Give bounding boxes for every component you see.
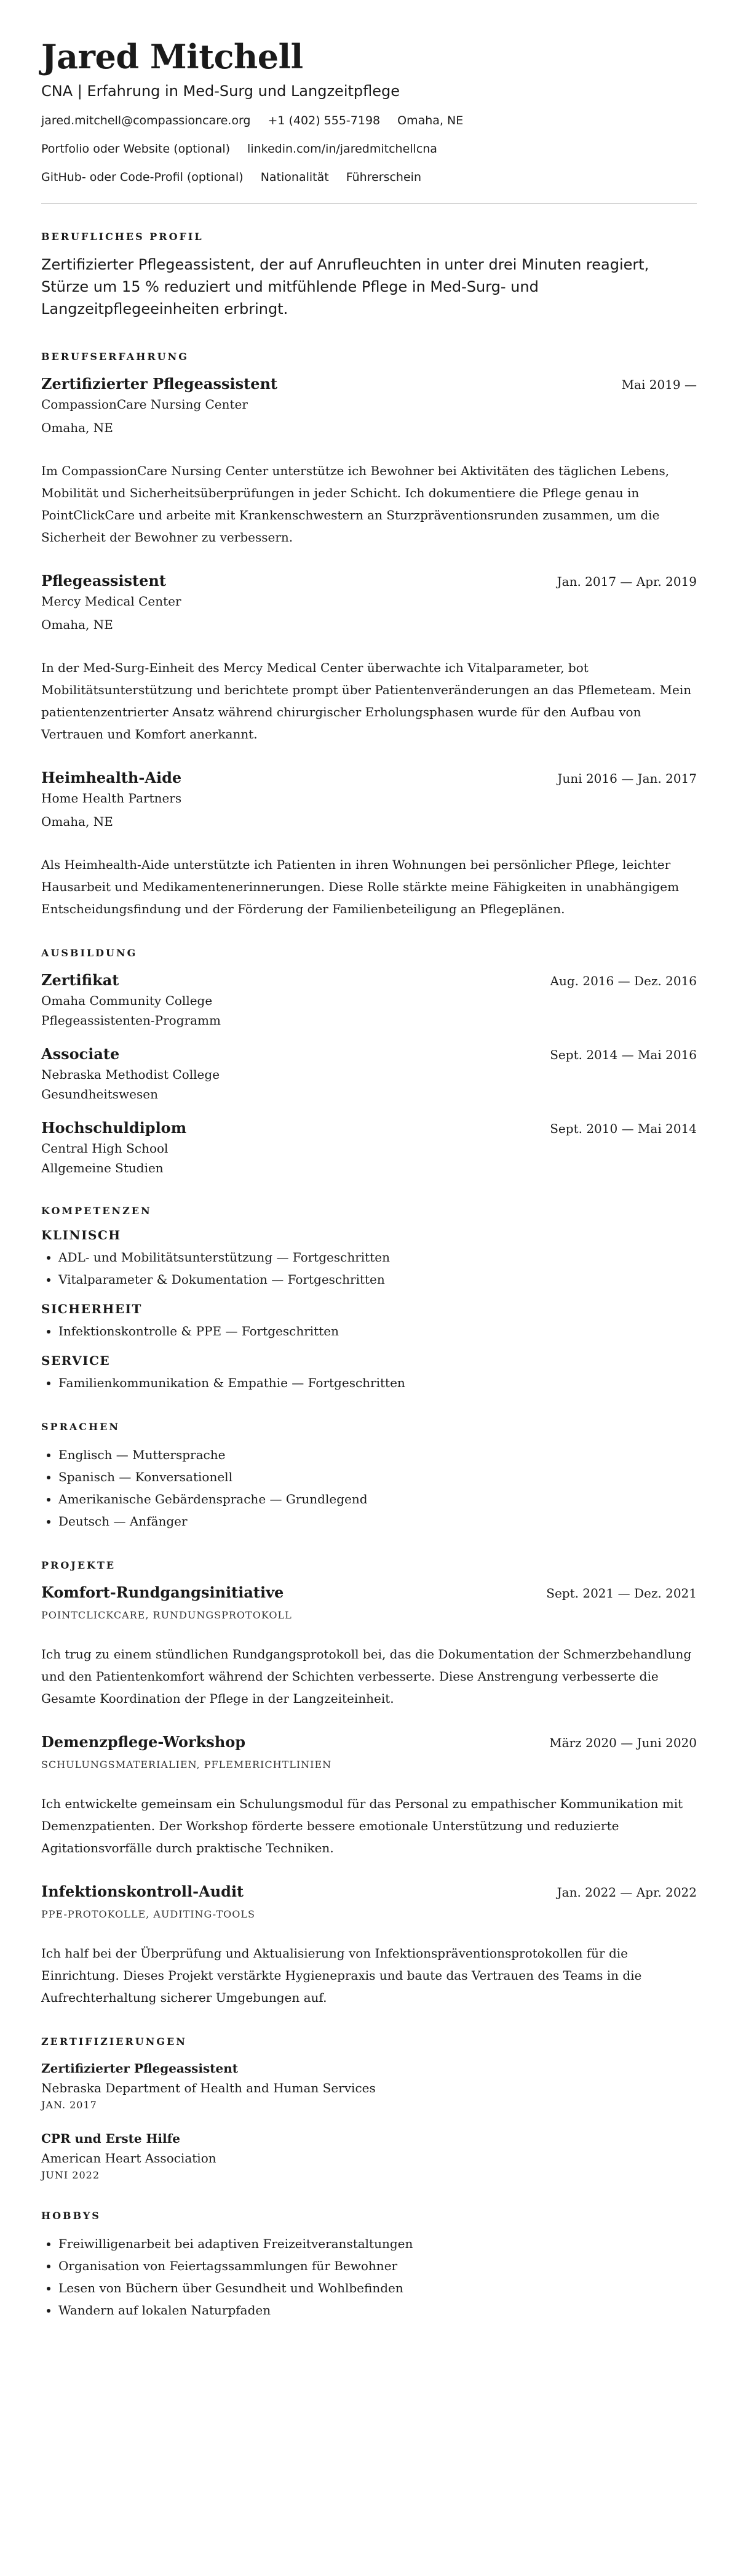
experience-date: Juni 2016 — Jan. 2017 — [557, 771, 697, 786]
language-item: • Amerikanische Gebärdensprache — Grundlegend — [58, 1488, 697, 1510]
skill-group-title: KLINISCH — [41, 1228, 121, 1242]
language-item: • Englisch — Muttersprache — [58, 1444, 697, 1466]
section-title-experience: BERUFSERFAHRUNG — [41, 351, 189, 362]
project-entry — [41, 1732, 697, 1859]
experience-date: Jan. 2017 — Apr. 2019 — [557, 574, 697, 589]
certification-entry — [41, 2129, 697, 2183]
project-name: Demenzpflege-Workshop — [41, 1733, 246, 1751]
contact-row-links — [41, 140, 697, 158]
experience-location: Omaha, NE — [41, 420, 113, 435]
language-list — [41, 1444, 697, 1532]
project-tags: POINTCLICKCARE, RUNDUNGSPROTOKOLL — [41, 1609, 292, 1621]
hobbies-section — [41, 2210, 697, 2321]
education-field: Pflegeassistenten-Programm — [41, 1013, 221, 1028]
project-date: Sept. 2021 — Dez. 2021 — [546, 1586, 697, 1601]
experience-location: Omaha, NE — [41, 814, 113, 829]
certification-name: CPR und Erste Hilfe — [41, 2131, 180, 2146]
candidate-name: Jared Mitchell — [41, 37, 303, 76]
education-field: Allgemeine Studien — [41, 1161, 164, 1175]
experience-entry — [41, 374, 697, 548]
project-name: Komfort-Rundgangsinitiative — [41, 1583, 284, 1601]
hobby-item: • Organisation von Feiertagssammlungen für Bewohner — [58, 2255, 697, 2277]
education-entry — [41, 970, 697, 1030]
project-description: Ich half bei der Überprüfung und Aktualisierung von Infektionspräventionsprotokollen für die Einrichtung. Dieses Projekt verstärkte Hygienepraxis und baute das Vertrauen des Teams in die Aufrechterhaltung sicherer Umgebungen auf. — [41, 1946, 642, 2005]
hobby-item: • Wandern auf lokalen Naturpfaden — [58, 2299, 697, 2321]
section-title-certifications: ZERTIFIZIERUNGEN — [41, 2036, 187, 2047]
project-name: Infektionskontroll-Audit — [41, 1882, 244, 1900]
certification-date: JAN. 2017 — [41, 2099, 97, 2111]
skill-group-title: SERVICE — [41, 1353, 111, 1368]
skill-item: • Familienkommunikation & Empathie — Fortgeschritten — [58, 1372, 697, 1394]
experience-employer: CompassionCare Nursing Center — [41, 397, 248, 412]
contact-portfolio[interactable]: Portfolio oder Website (optional) — [41, 142, 231, 156]
education-degree: Zertifikat — [41, 971, 119, 989]
experience-description: Im CompassionCare Nursing Center unterstütze ich Bewohner bei Aktivitäten des täglichen Lebens, Mobilität und Sicherheitsüberprüfungen in jeder Schicht. Ich dokumentiere die Pflege genau in PointClickCare und arbeite mit Krankenschwestern an Sturzpräventionsrunden zusammen, um die Sicherheit der Bewohner zu verbessern. — [41, 463, 670, 545]
contact-nationality: Nationalität — [260, 170, 329, 184]
contact-location: Omaha, NE — [397, 114, 464, 127]
contact-license: Führerschein — [346, 170, 421, 184]
section-title-hobbies: HOBBYS — [41, 2210, 101, 2222]
language-item: • Spanisch — Konversationell — [58, 1466, 697, 1488]
certification-issuer: Nebraska Department of Health and Human Services — [41, 2081, 376, 2095]
hobby-item: • Freiwilligenarbeit bei adaptiven Freizeitveranstaltungen — [58, 2233, 697, 2255]
section-title-projects: PROJEKTE — [41, 1559, 116, 1571]
skill-item: • Vitalparameter & Dokumentation — Fortgeschritten — [58, 1268, 697, 1290]
certification-issuer: American Heart Association — [41, 2151, 216, 2166]
contact-linkedin[interactable]: linkedin.com/in/jaredmitchellcna — [247, 142, 437, 156]
education-school: Nebraska Methodist College — [41, 1067, 220, 1082]
projects-section — [41, 1559, 697, 2009]
header-divider — [41, 203, 697, 204]
contact-phone[interactable]: +1 (402) 555-7198 — [268, 114, 381, 127]
experience-role: Pflegeassistent — [41, 572, 166, 590]
languages-section — [41, 1421, 697, 1532]
project-entry — [41, 1881, 697, 2009]
education-degree: Hochschuldiplom — [41, 1119, 187, 1137]
certifications-section — [41, 2036, 697, 2183]
experience-description: Als Heimhealth-Aide unterstützte ich Patienten in ihren Wohnungen bei persönlicher Pflege, leichter Hausarbeit und Medikamentenerinnerungen. Diese Rolle stärkte meine Fähigkeiten in unabhängigem Entscheidungsfindung und der Förderung der Familienbeteiligung an Pflegeplänen. — [41, 857, 680, 916]
experience-section — [41, 351, 697, 920]
experience-entry — [41, 570, 697, 745]
hobby-item: • Lesen von Büchern über Gesundheit und Wohlbefinden — [58, 2277, 697, 2299]
education-entry — [41, 1118, 697, 1178]
experience-employer: Home Health Partners — [41, 791, 182, 806]
contact-email[interactable]: jared.mitchell@compassioncare.org — [41, 114, 251, 127]
education-date: Sept. 2014 — Mai 2016 — [550, 1047, 697, 1062]
candidate-headline: CNA | Erfahrung in Med-Surg und Langzeitpflege — [41, 82, 400, 100]
skill-list — [41, 1372, 697, 1394]
experience-entry — [41, 767, 697, 920]
experience-role: Heimhealth-Aide — [41, 769, 182, 786]
certification-entry — [41, 2058, 697, 2113]
project-date: Jan. 2022 — Apr. 2022 — [557, 1885, 697, 1900]
experience-location: Omaha, NE — [41, 617, 113, 632]
hobby-list — [41, 2233, 697, 2321]
project-tags: SCHULUNGSMATERIALIEN, PFLEMERICHTLINIEN — [41, 1759, 332, 1770]
skill-item: • ADL- und Mobilitätsunterstützung — Fortgeschritten — [58, 1246, 697, 1268]
experience-description: In der Med-Surg-Einheit des Mercy Medical Center überwachte ich Vitalparameter, bot Mobilitätsunterstützung und berichtete prompt über Patientenveränderungen an das Pflemeteam. Mein patientenzentrierter Ansatz während chirurgischer Erholungsphasen wurde für den Aufbau von Vertrauen und Komfort anerkannt. — [41, 660, 692, 742]
language-item: • Deutsch — Anfänger — [58, 1510, 697, 1532]
section-title-education: AUSBILDUNG — [41, 947, 138, 959]
education-date: Sept. 2010 — Mai 2014 — [550, 1121, 697, 1136]
project-entry — [41, 1582, 697, 1710]
experience-date: Mai 2019 — — [621, 377, 697, 392]
education-school: Omaha Community College — [41, 993, 213, 1008]
education-field: Gesundheitswesen — [41, 1087, 158, 1102]
skills-section — [41, 1205, 697, 1394]
contact-row-extra — [41, 169, 697, 186]
skill-list — [41, 1246, 697, 1290]
contact-row-primary — [41, 112, 697, 129]
experience-employer: Mercy Medical Center — [41, 594, 181, 609]
project-description: Ich trug zu einem stündlichen Rundgangsprotokoll bei, das die Dokumentation der Schmerzbehandlung und den Patientenkomfort während der Schichten verbesserte. Diese Anstrengung verbesserte die Gesamte Koordination der Pflege in der Langzeiteinheit. — [41, 1647, 692, 1706]
skill-item: • Infektionskontrolle & PPE — Fortgeschritten — [58, 1320, 697, 1342]
education-entry — [41, 1044, 697, 1104]
profile-summary: Zertifizierter Pflegeassistent, der auf Anrufleuchten in unter drei Minuten reagiert, Stürze um 15 % reduziert und mitfühlende Pflege in Med-Surg- und Langzeitpflegeeinheiten erbringt. — [41, 256, 649, 318]
education-date: Aug. 2016 — Dez. 2016 — [550, 974, 697, 988]
section-title-skills: KOMPETENZEN — [41, 1205, 152, 1217]
section-title-profile: BERUFLICHES PROFIL — [41, 231, 204, 242]
contact-github[interactable]: GitHub- oder Code-Profil (optional) — [41, 170, 244, 184]
education-school: Central High School — [41, 1141, 169, 1156]
section-title-languages: SPRACHEN — [41, 1421, 120, 1433]
certification-name: Zertifizierter Pflegeassistent — [41, 2061, 239, 2076]
experience-role: Zertifizierter Pflegeassistent — [41, 375, 278, 393]
certification-date: JUNI 2022 — [41, 2169, 100, 2181]
project-tags: PPE-PROTOKOLLE, AUDITING-TOOLS — [41, 1908, 255, 1920]
education-degree: Associate — [41, 1045, 120, 1063]
education-section — [41, 947, 697, 1178]
skill-group-title: SICHERHEIT — [41, 1302, 142, 1316]
skill-list — [41, 1320, 697, 1342]
project-description: Ich entwickelte gemeinsam ein Schulungsmodul für das Personal zu empathischer Kommunikation mit Demenzpatienten. Der Workshop förderte bessere emotionale Unterstützung und reduzierte Agitationsvorfälle durch praktische Techniken. — [41, 1796, 683, 1855]
project-date: März 2020 — Juni 2020 — [549, 1735, 697, 1750]
